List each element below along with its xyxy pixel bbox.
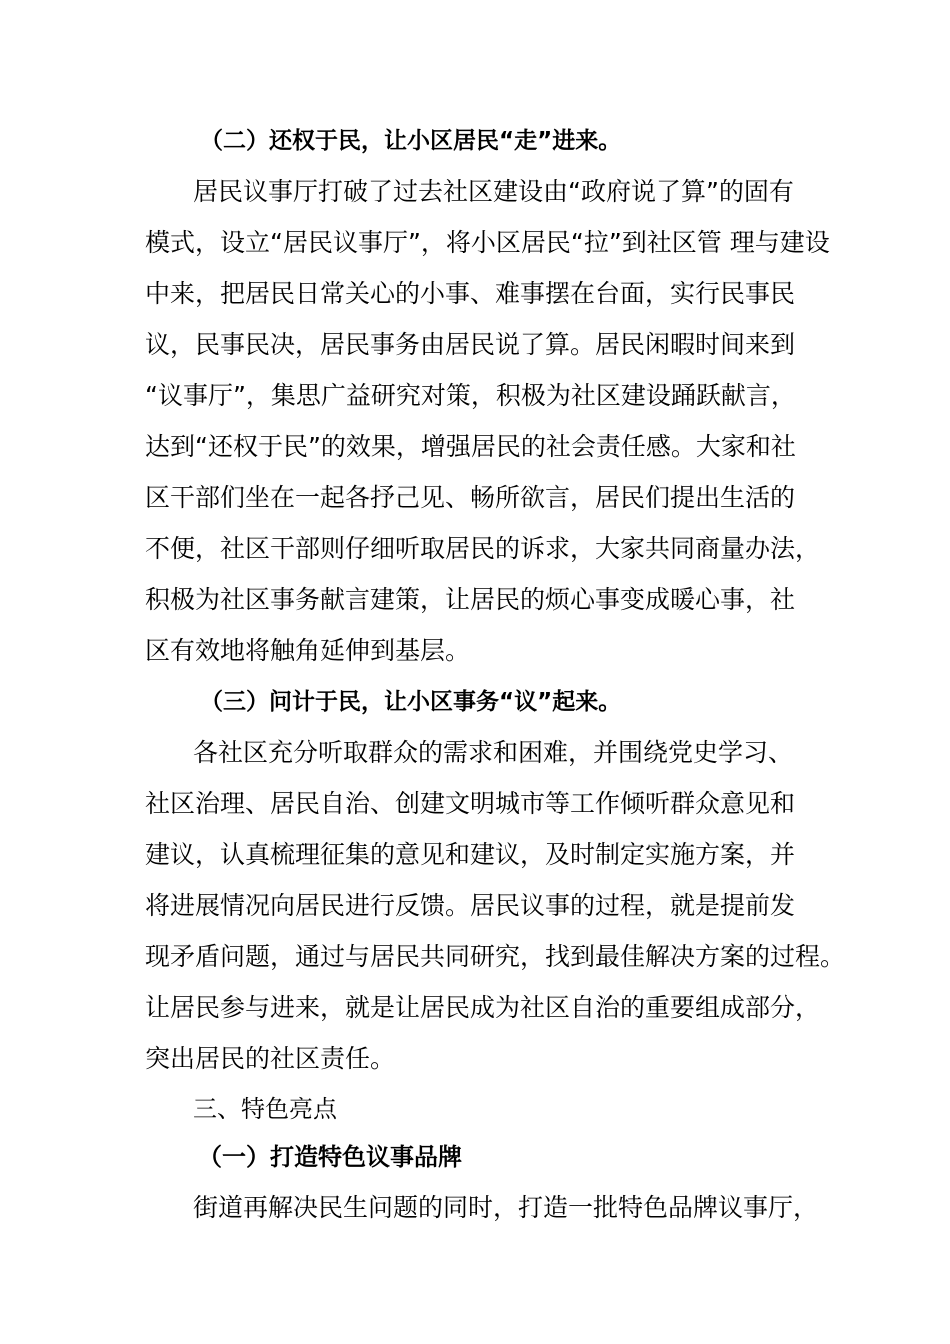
paragraph-line: 社区治理、居民自治、创建文明城市等工作倾听群众意见和 xyxy=(145,789,796,818)
paragraph-line: 将进展情况向居民进行反馈。居民议事的过程，就是提前发 xyxy=(145,891,796,920)
paragraph-line: “议事厅”，集思广益研究对策，积极为社区建设踊跃献言， xyxy=(145,381,796,410)
paragraph-line: 中来，把居民日常关心的小事、难事摆在台面，实行民事民 xyxy=(145,279,796,308)
subheading-one: （一）打造特色议事品牌 xyxy=(198,1143,462,1171)
paragraph-line: 积极为社区事务献言建策，让居民的烦心事变成暖心事，社 xyxy=(145,585,796,614)
paragraph-line: 模式，设立“居民议事厅”，将小区居民“拉”到社区管 理与建设 xyxy=(145,228,830,257)
heading-three: （三）问计于民，让小区事务“议”起来。 xyxy=(200,689,622,715)
paragraph-line: 街道再解决民生问题的同时，打造一批特色品牌议事厅， xyxy=(193,1193,819,1222)
paragraph-line: 建议，认真梳理征集的意见和建议，及时制定实施方案，并 xyxy=(145,840,796,869)
paragraph-line: 让居民参与进来，就是让居民成为社区自治的重要组成部分， xyxy=(145,993,821,1022)
paragraph-line: 达到“还权于民”的效果，增强居民的社会责任感。大家和社 xyxy=(145,432,796,461)
paragraph-line: 不便，社区干部则仔细听取居民的诉求，大家共同商量办法， xyxy=(145,534,821,563)
paragraph-line: 现矛盾问题，通过与居民共同研究，找到最佳解决方案的过程。 xyxy=(145,942,846,971)
paragraph-line: 各社区充分听取群众的需求和困难，并围绕党史学习、 xyxy=(193,738,794,767)
paragraph-line: 议，民事民决，居民事务由居民说了算。居民闲暇时间来到 xyxy=(145,330,796,359)
paragraph-line: 区干部们坐在一起各抒己见、畅所欲言，居民们提出生活的 xyxy=(145,483,796,512)
heading-two: （二）还权于民，让小区居民“走”进来。 xyxy=(200,128,622,154)
paragraph-line: 突出居民的社区责任。 xyxy=(145,1044,396,1073)
paragraph-line: 居民议事厅打破了过去社区建设由“政府说了算”的固有 xyxy=(193,177,794,206)
section-heading: 三、特色亮点 xyxy=(193,1095,337,1123)
paragraph-line: 区有效地将触角延伸到基层。 xyxy=(145,636,471,665)
